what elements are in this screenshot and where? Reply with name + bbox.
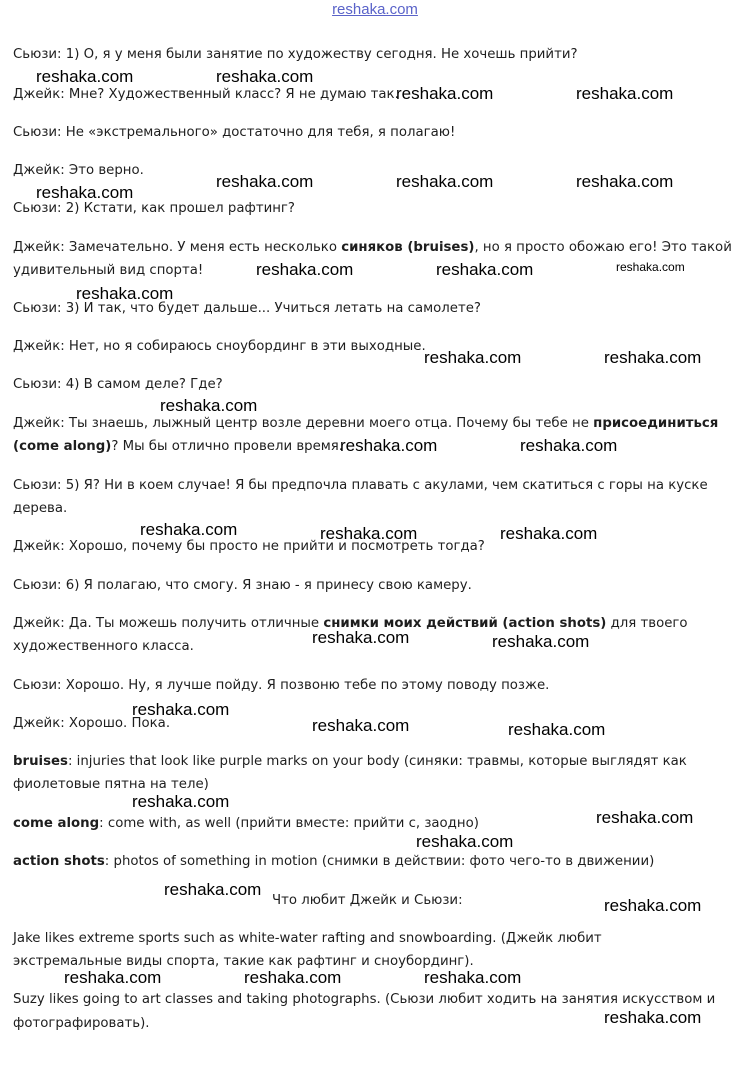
dialogue-line: Сьюзи: 5) Я? Ни в коем случае! Я бы предпочла плавать с акулами, чем скатиться с горы на куске	[13, 478, 708, 493]
answer-line: Jake likes extreme sports such as white-water rafting and snowboarding. (Джейк любит	[13, 931, 602, 946]
answer-line: экстремальные виды спорта, такие как рафтинг и сноубординг).	[13, 954, 474, 969]
dialogue-line: дерева.	[13, 501, 68, 516]
watermark: reshaka.com	[616, 260, 685, 274]
answer-line: фотографировать).	[13, 1016, 150, 1031]
dialogue-line: удивительный вид спорта!	[13, 263, 204, 278]
dialogue-line: Джейк: Нет, но я собираюсь сноубординг в эти выходные.	[13, 339, 426, 354]
watermark: reshaka.com	[520, 436, 618, 455]
dialogue-line: Сьюзи: 2) Кстати, как прошел рафтинг?	[13, 201, 295, 216]
watermark: reshaka.com	[160, 396, 258, 415]
watermark: reshaka.com	[436, 260, 534, 279]
watermark: reshaka.com	[312, 628, 410, 647]
watermark: reshaka.com	[424, 348, 522, 367]
watermark: reshaka.com	[140, 520, 238, 539]
glossary-term: action shots	[13, 854, 105, 869]
watermark: reshaka.com	[576, 172, 674, 191]
bold-term: (come along)	[13, 439, 112, 454]
watermark: reshaka.com	[36, 183, 134, 202]
watermark: reshaka.com	[216, 172, 314, 191]
dialogue-line: Джейк: Это верно.	[13, 163, 144, 178]
dialogue-line	[13, 415, 718, 433]
watermark: reshaka.com	[164, 880, 262, 899]
watermark: reshaka.com	[492, 632, 590, 651]
watermark: reshaka.com	[132, 792, 230, 811]
glossary-term: bruises	[13, 754, 68, 769]
dialogue-line: художественного класса.	[13, 639, 194, 654]
watermark: reshaka.com	[396, 84, 494, 103]
bold-term: синяков (bruises)	[341, 240, 475, 255]
watermark: reshaka.com	[216, 67, 314, 86]
watermark: reshaka.com	[604, 1008, 702, 1027]
dialogue-line: Сьюзи: Не «экстремального» достаточно для тебя, я полагаю!	[13, 125, 456, 140]
watermark: reshaka.com	[396, 172, 494, 191]
watermark: reshaka.com	[604, 896, 702, 915]
watermark: reshaka.com	[596, 808, 694, 827]
question-heading: Что любит Джейк и Сьюзи:	[272, 893, 463, 908]
glossary-line	[13, 753, 687, 771]
dialogue-line: Джейк: Мне? Художественный класс? Я не думаю так.	[13, 87, 399, 102]
watermark: reshaka.com	[500, 524, 598, 543]
watermark: reshaka.com	[508, 720, 606, 739]
watermark: reshaka.com	[256, 260, 354, 279]
glossary-definition: : photos of something in motion (снимки в действии: фото чего-то в движении)	[104, 854, 655, 869]
dialogue-line: Сьюзи: Хорошо. Ну, я лучше пойду. Я позвоню тебе по этому поводу позже.	[13, 678, 550, 693]
dialogue-line: Джейк: Хорошо, почему бы просто не прийти и посмотреть тогда?	[13, 539, 485, 554]
watermark: reshaka.com	[604, 348, 702, 367]
watermark: reshaka.com	[64, 968, 162, 987]
site-link[interactable]: reshaka.com	[332, 1, 418, 18]
glossary-definition: : come with, as well (прийти вместе: прийти с, заодно)	[99, 816, 479, 831]
dialogue-line: Сьюзи: 6) Я полагаю, что смогу. Я знаю - я принесу свою камеру.	[13, 578, 472, 593]
watermark: reshaka.com	[312, 716, 410, 735]
glossary-line: фиолетовые пятна на теле)	[13, 777, 209, 792]
glossary-term: come along	[13, 816, 100, 831]
dialogue-line	[13, 438, 343, 456]
dialogue-line: Сьюзи: 3) И так, что будет дальше... Учиться летать на самолете?	[13, 301, 481, 316]
glossary-definition: : injuries that look like purple marks on your body (синяки: травмы, которые выглядят как	[67, 754, 687, 769]
watermark: reshaka.com	[132, 700, 230, 719]
text-segment: для твоего	[606, 616, 688, 631]
text-segment: Джейк: Ты знаешь, лыжный центр возле деревни моего отца. Почему бы тебе не	[13, 416, 594, 431]
watermark: reshaka.com	[576, 84, 674, 103]
watermark: reshaka.com	[244, 968, 342, 987]
glossary-line	[13, 815, 479, 833]
watermark: reshaka.com	[76, 284, 174, 303]
text-segment: ? Мы бы отлично провели время.	[111, 439, 344, 454]
watermark: reshaka.com	[320, 524, 418, 543]
dialogue-line: Сьюзи: 4) В самом деле? Где?	[13, 377, 223, 392]
glossary-line	[13, 853, 654, 871]
dialogue-line: Сьюзи: 1) О, я у меня были занятие по художеству сегодня. Не хочешь прийти?	[13, 47, 578, 62]
text-segment: Джейк: Да. Ты можешь получить отличные	[13, 616, 324, 631]
watermark: reshaka.com	[416, 832, 514, 851]
text-segment: , но я просто обожаю его! Это такой	[474, 240, 732, 255]
bold-term: снимки моих действий (action shots)	[323, 616, 607, 631]
text-segment: Джейк: Замечательно. У меня есть несколько	[13, 240, 342, 255]
dialogue-line: Джейк: Хорошо. Пока.	[13, 716, 171, 731]
watermark: reshaka.com	[340, 436, 438, 455]
answer-line: Suzy likes going to art classes and taking photographs. (Сьюзи любит ходить на занятия искусством и	[13, 992, 716, 1007]
dialogue-line	[13, 239, 732, 257]
watermark: reshaka.com	[424, 968, 522, 987]
bold-term: присоединиться	[593, 416, 719, 431]
watermark: reshaka.com	[36, 67, 134, 86]
